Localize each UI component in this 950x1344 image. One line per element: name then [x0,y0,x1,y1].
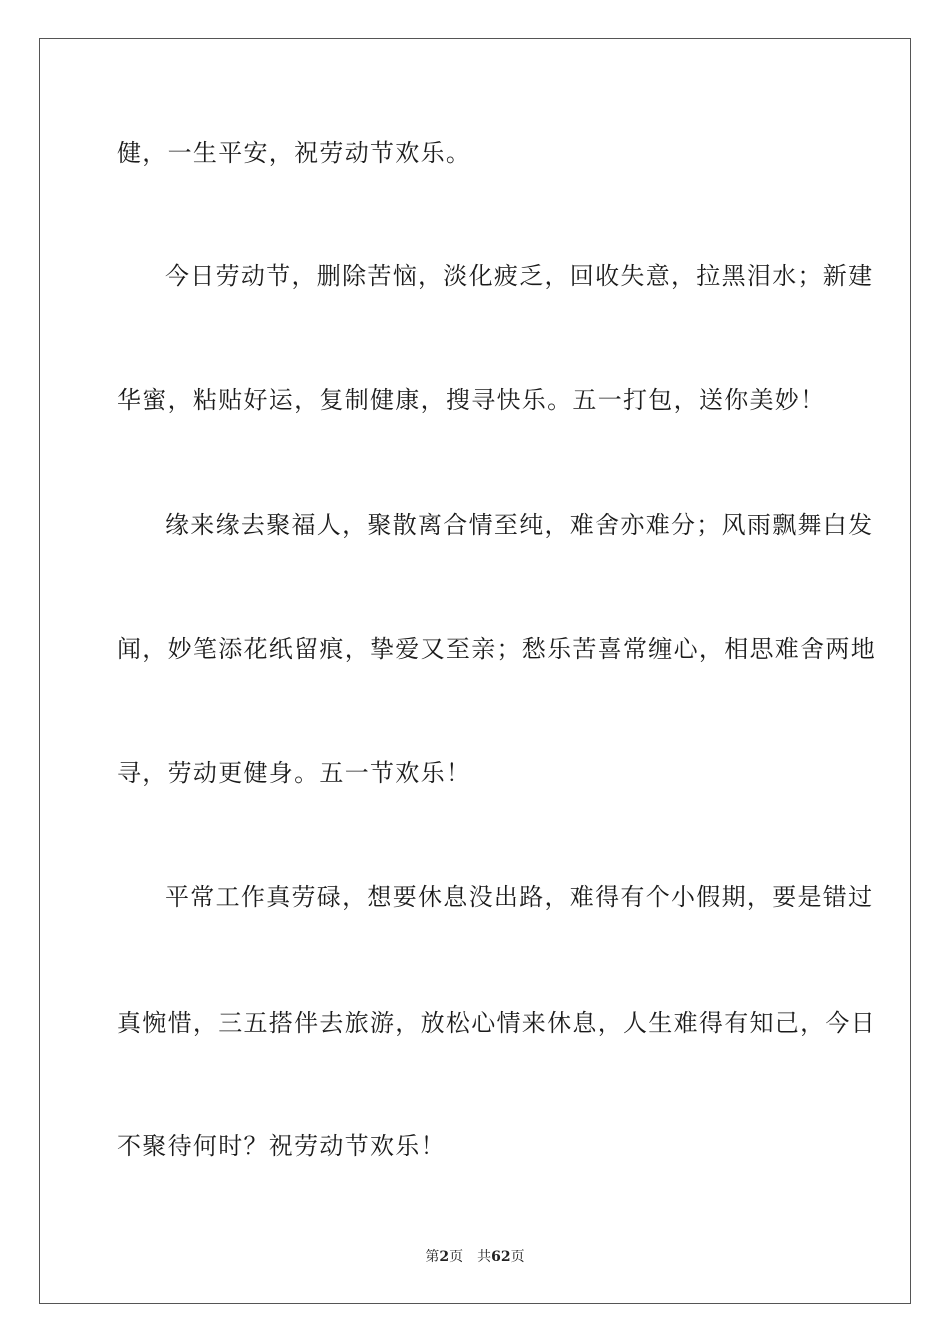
paragraph-2-line-2: 闻，妙笔添花纸留痕，挚爱又至亲；愁乐苦喜常缠心，相思难舍两地 [117,635,876,663]
paragraph-3-line-2: 真惋惜，三五搭伴去旅游，放松心情来休息，人生难得有知己，今日 [117,1009,876,1037]
total-pages: 62 [491,1249,511,1265]
page-prefix: 第 [425,1249,440,1265]
paragraph-3-line-1: 平常工作真劳碌，想要休息没出路，难得有个小假期，要是错过 [165,883,874,911]
text-line-1: 健，一生平安，祝劳动节欢乐。 [117,139,472,167]
page-suffix: 页 [449,1249,464,1265]
page-number: 2 [439,1249,450,1265]
paragraph-2-line-1: 缘来缘去聚福人，聚散离合情至纯，难舍亦难分；风雨飘舞白发 [165,511,874,539]
total-prefix: 共 [477,1249,492,1265]
paragraph-2-line-3: 寻，劳动更健身。五一节欢乐！ [117,759,472,787]
page-footer [0,1248,950,1266]
total-suffix: 页 [510,1249,525,1265]
paragraph-1-line-1: 今日劳动节，删除苦恼，淡化疲乏，回收失意，拉黑泪水；新建 [165,262,874,290]
paragraph-1-line-2: 华蜜，粘贴好运，复制健康，搜寻快乐。五一打包，送你美妙！ [117,386,826,414]
page-border [39,38,911,1304]
paragraph-3-line-3: 不聚待何时？祝劳动节欢乐！ [117,1132,446,1160]
